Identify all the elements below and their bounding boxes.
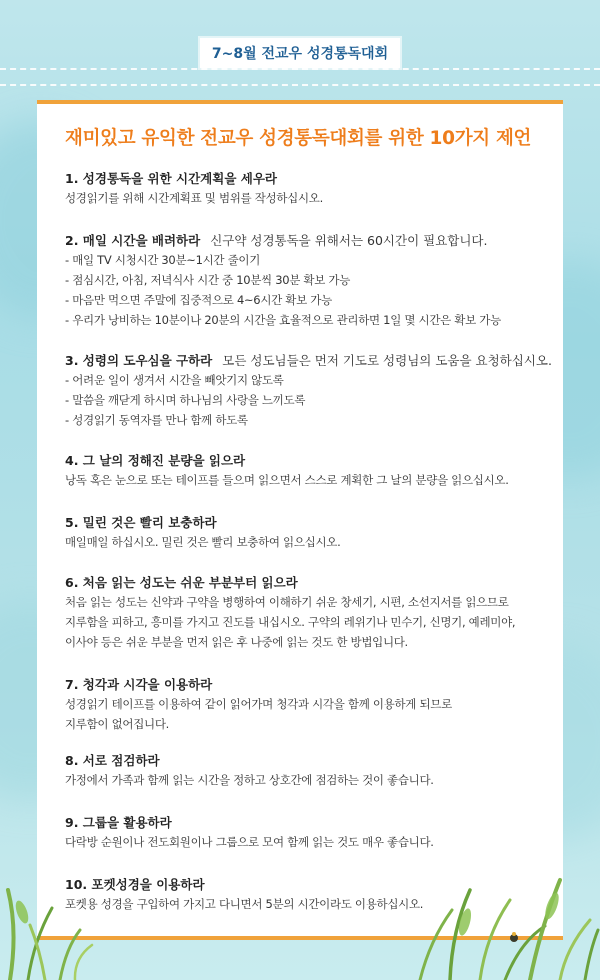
section-line: 가정에서 가족과 함께 읽는 시간을 정하고 상호간에 점검하는 것이 좋습니다. [65,773,434,787]
section-line: 성경읽기를 위해 시간계획표 및 범위를 작성하십시오. [65,191,323,205]
section-line: 지루함이 없어집니다. [65,717,169,731]
section-1 [65,170,551,208]
section-line: 처음 읽는 성도는 신약과 구약을 병행하여 이해하기 쉬운 창세기, 시편, 소선지서를 읽으므로 [65,595,509,609]
page-title: 재미있고 유익한 전교우 성경통독대회를 위한 10가지 제언 [65,128,532,149]
section-heading: 3. 성령의 도우심을 구하라 [65,353,213,368]
section-line: 지루함을 피하고, 흥미를 가지고 진도를 내십시오. 구약의 레위기나 민수기, 신명기, 예레미야, [65,615,516,629]
section-line: - 점심시간, 아침, 저녁식사 시간 중 10분씩 30분 확보 가능 [65,273,351,287]
section-line: - 어려운 일이 생겨서 시간을 빼앗기지 않도록 [65,373,284,387]
section-aside: 신구약 성경통독을 위해서는 60시간이 필요합니다. [210,233,488,248]
section-heading: 9. 그룹을 활용하라 [65,815,172,830]
section-line: - 말씀을 깨닫게 하시며 하나님의 사랑을 느끼도록 [65,393,306,407]
section-2 [65,232,551,330]
section-heading: 1. 성경통독을 위한 시간계획을 세우라 [65,171,277,186]
section-3 [65,352,551,430]
section-heading: 7. 청각과 시각을 이용하라 [65,677,213,692]
section-heading: 8. 서로 점검하라 [65,753,160,768]
section-8 [65,752,551,790]
section-line: 낭독 혹은 눈으로 또는 테이프를 들으며 읽으면서 스스로 계획한 그 날의 분량을 읽으십시오. [65,473,509,487]
section-5 [65,514,551,552]
grass-illustration [0,830,600,980]
section-6 [65,574,551,652]
section-line: - 우리가 낭비하는 10분이나 20분의 시간을 효율적으로 관리하면 1일 몇 시간은 확보 가능 [65,313,501,327]
section-line: 포켓용 성경을 구입하여 가지고 다니면서 5분의 시간이라도 이용하십시오. [65,897,424,911]
section-line: - 매일 TV 시청시간 30분~1시간 줄이기 [65,253,261,267]
section-aside: 모든 성도님들은 먼저 기도로 성령님의 도움을 요청하십시오. [222,353,552,368]
section-4 [65,452,551,490]
content-card [37,100,563,940]
section-heading: 2. 매일 시간을 배려하라 [65,233,201,248]
section-heading: 6. 처음 읽는 성도는 쉬운 부분부터 읽으라 [65,575,298,590]
section-line: - 마음만 먹으면 주말에 집중적으로 4~6시간 확보 가능 [65,293,332,307]
section-heading: 4. 그 날의 정해진 분량을 읽으라 [65,453,246,468]
dashed-ribbon [0,68,600,86]
section-heading: 5. 밀린 것은 빨리 보충하라 [65,515,217,530]
section-7 [65,676,551,734]
section-line: 다락방 순원이나 전도회원이나 그룹으로 모여 함께 읽는 것도 매우 좋습니다. [65,835,434,849]
section-line: 성경읽기 테이프를 이용하여 같이 읽어가며 청각과 시각을 함께 이용하게 되므로 [65,697,452,711]
section-line: 매일매일 하십시오. 밀린 것은 빨리 보충하여 읽으십시오. [65,535,341,549]
section-line: 이사야 등은 쉬운 부분을 먼저 읽은 후 나중에 읽는 것도 한 방법입니다. [65,635,408,649]
section-heading: 10. 포켓성경을 이용하라 [65,877,205,892]
section-line: - 성경읽기 동역자를 만나 함께 하도록 [65,413,248,427]
event-banner: 7~8월 전교우 성경통독대회 [200,38,400,68]
